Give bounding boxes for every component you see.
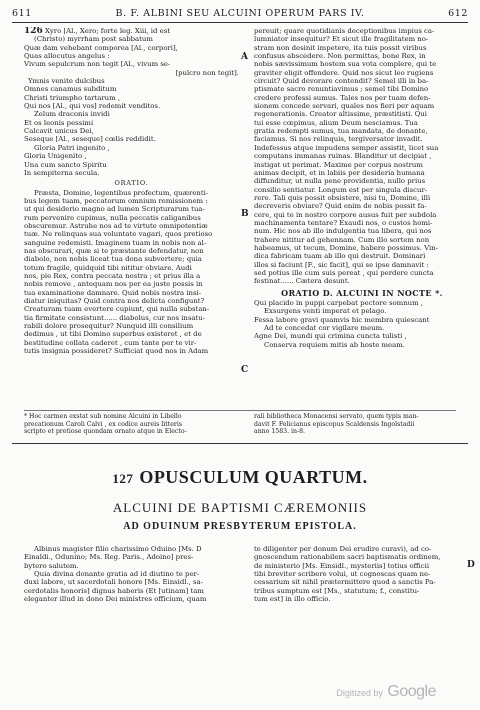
section-divider (12, 443, 468, 444)
left-line: tia firmitate consistunt...... diabolus, cur nos insatu- (24, 313, 206, 322)
right-line: faciamus. Si nos relinquis, tergiversator invadit. (254, 135, 423, 144)
opusculum-title-text: OPUSCULUM QUARTUM. (139, 467, 368, 487)
right-line: tui esse cœpimus, alium Deum nesciamus. Tua (254, 118, 418, 127)
opusculum-title (12, 467, 468, 488)
right-line: ptismate sacro renuntiavimus ; semel tibi Domino (254, 85, 429, 94)
right-line: num. Hic nos ab illo indulgentia tua libera, qui nos (254, 227, 432, 236)
epistle-line: bytero salutem. (24, 561, 79, 570)
footnote-line: anno 1583. in-8. (254, 428, 305, 436)
left-line: (Christo) myrrham post sabbatum (34, 35, 153, 44)
right-line: cere, qui te in nostro corpore ausus fuit per subdola (254, 210, 437, 219)
prayer-line: Exsurgens venti imperat et pelago. (264, 307, 387, 316)
left-line: obscuremur. Astruhe nos ad te virtute omnipotentiæ (24, 221, 208, 230)
head-rule (12, 22, 468, 23)
right-line: diffunditur, ut nulla pene providentia, nullo prius (254, 177, 426, 186)
margin-letter-b: B (241, 209, 249, 219)
left-line: tua examinatione damnare. Quid nobis nostra insi- (24, 288, 202, 297)
left-line: sanguine redemisti. Imaginem tuam in nobis non al- (24, 238, 207, 247)
right-line: gratia redempti sumus, tua mandata, de donante, (254, 127, 428, 136)
opusculum-subtitle: ALCUINI DE BAPTISMI CÆREMONIIS (112, 500, 368, 515)
footnote-right (254, 413, 470, 436)
right-line: credere professi sumus. Tales nos per tuam defen- (254, 93, 431, 102)
footnote-line: rali bibliotheca Monacensi servato, quem typis man- (254, 413, 419, 420)
oratio-d-title: ORATIO D. ALCUINI IN NOCTE *. (281, 288, 443, 297)
right-line: habeamus, ut tecum, Domine, habere possimus. Vin- (254, 243, 438, 252)
google-logo: Google (387, 683, 436, 700)
google-watermark (336, 683, 436, 701)
prayer-line: Agne Dei, mundi qui crimina cuncta tulisti , (254, 332, 407, 341)
page-number-left: 611 (12, 8, 32, 19)
left-line: tutis insignia possideret? Sufficiat quod nos in Adam (24, 347, 209, 356)
left-line: rabili dolore prosequitur? Nunquid illi consilium (24, 322, 194, 331)
epistle-line: eleganter illud in dono Dei ministres officium, quam (24, 595, 207, 604)
epistle-line: Einaldi., Odunino; Ms. Reg. Paris., Adoino] pres- (24, 553, 194, 562)
epistle-right-column (254, 545, 470, 603)
epistle-line: tum est] in illo officio. (254, 595, 331, 604)
left-line: Quæ dam vehebant comporea [Al., corpori], (24, 43, 178, 52)
left-line: Quas allocutus angelus : (24, 52, 110, 61)
right-line: animas decipit, et in labiis per desideria humana (254, 168, 425, 177)
left-line: nas obscurari, quæ si te præstante defendatur, non (24, 246, 204, 255)
right-line: sed potius ille cum suis pereat , qui perdere cuncta (254, 268, 434, 277)
opusculum-number: 127 (112, 471, 134, 486)
left-line: Gloria Patri ingenito , (34, 143, 110, 152)
right-line: confusus abscedere. Non permittas, bone Rex, in (254, 52, 426, 61)
epistle-line: tribus sumptum est [Ms., statutum; f., constitu- (254, 586, 420, 595)
right-line: regenerationis. Creator altissime, præstitisti. Qui (254, 110, 428, 119)
left-line: Ymnis venite dulcibus (28, 77, 105, 86)
footnote-line: davit F. Felicianus episcopus Scaldensis Ingolstadii (254, 420, 415, 428)
footnote-line: scripto et pretiose quondam ornato atque in Electo- (24, 428, 187, 436)
epistle-line: de ministerio [Ms. Einsidl., mysteriis] totius officii (254, 561, 430, 570)
left-line: [pulcro non tegit]. (175, 68, 239, 77)
left-line: Christi triumpho tartarum , (24, 93, 121, 102)
epistle-line: duxi labore, ut sacerdotali honore [Ms. Einsidl., sa- (24, 578, 204, 587)
epistle-line: cerdotalis honoris] dignus haberis (Et [utinam] tam (24, 586, 204, 595)
left-line: nobis remove , antequam nos per ea juste possis in (24, 280, 203, 289)
right-line: decreveris obviare? Quid enim de nobis possit fa- (254, 202, 427, 211)
left-line: Vivum sepulcrum non tegit [Al., vivum se- (24, 60, 171, 69)
epistle-left-column (24, 545, 239, 603)
watermark-prefix: Digitized by (336, 688, 383, 698)
left-line: Zelum draconis invidi (34, 110, 110, 119)
left-line: Præsta, Domine, legentibus profectum, quærenti- (34, 188, 209, 197)
right-line: Indefessus atque impudens semper assistit, licet sua (254, 143, 439, 152)
left-line: ut qui desiderio magno ad lumen Scripturarum tua- (24, 205, 205, 214)
epistle-line: tibi breviter scribere volui, ut cognoscas quam ne- (254, 570, 431, 579)
right-line: computans immanas ruinas. Blanditur ut decipiat , (254, 152, 432, 161)
footnote-line: precationum Caroli Calvi , ex codice aureis litteris (24, 420, 182, 428)
left-line: dedimus , ut tibi Domino superbus existeret , et de (24, 330, 202, 339)
right-line: machinamenta tentare? Exaudi nos, o custos homi- (254, 218, 433, 227)
margin-letter-a: A (241, 52, 248, 62)
prayer-line: Ad te concedat cor vigilare meum. (264, 324, 385, 333)
left-line: bus legem tuam, peccatorum omnium remissionem : (24, 196, 208, 205)
left-line: Omnes canamus subditum (24, 85, 117, 94)
right-line: nobis sævissimum hostem sua vota complere, qui te (254, 60, 437, 69)
left-line: Creaturam tuam evertere cupiunt, qui nulla substan- (24, 305, 210, 314)
left-line: Seseque [Al., seseque] cœlis reddidit. (24, 135, 156, 144)
prayer-line: Qui placido in puppi carpebat pectore somnum , (254, 299, 423, 307)
right-line: consilio sentiatur. Longum est per singula discur- (254, 185, 428, 194)
left-line: Et os leonis pessimi (24, 118, 94, 127)
left-line: tuæ. Ne relinquas sua voluntate vagari, quos pretioso (24, 230, 213, 239)
right-line: lumniator insequitur? Et sicut ille fragilitatem no- (254, 35, 429, 44)
prayer-line: Conserva requiem mitis ab hoste meam. (264, 340, 405, 349)
left-column (24, 27, 239, 355)
prayer-line: Fessa labore gravi quamvis hic membra quiescant (254, 315, 430, 324)
right-line: instigat ut perimat. Maxime per corpus nostrum (254, 160, 423, 169)
margin-letter-d: D (467, 560, 475, 570)
right-line: sionem concede servari, quales nos fieri per aquam (254, 102, 435, 111)
right-column (254, 27, 470, 349)
running-title: B. F. ALBINI SEU ALCUINI OPERUM PARS IV. (115, 8, 365, 19)
left-line: nos, pie Rex, contra peccata nostra ; et prius illa a (24, 271, 201, 280)
margin-letter-c: C (241, 365, 249, 375)
left-line: diatur iniquitas? Quid contra nos delicta configunt? (24, 297, 205, 305)
right-line: circuit? Quid devorare contendit? Semel illi in ba- (254, 77, 429, 86)
epistle-line: cessarium sit nihil prætermittere quod a sanctis Pa- (254, 578, 436, 587)
left-line: Qui nos [Al., qui vos] redemit venditos. (24, 102, 161, 111)
left-line: 126 Xyro [Al., Xero; forte leg. Xiii, id est (24, 27, 170, 36)
right-line: stram non desinit impetere, ita tuis possit viribus (254, 43, 427, 52)
opusculum-subtitle-2: AD ODUINUM PRESBYTERUM EPISTOLA. (123, 521, 357, 532)
left-line: rum pervenire cupimus, nulla peccatis caliganibus (24, 213, 201, 222)
right-line: illos si faciunt [F., sic facit], qui se ipse damnavit : (254, 260, 429, 269)
right-line: trahere nititur ad gehennam. Cum illo sortem non (254, 235, 430, 244)
left-line: Calcavit unicus Dei, (24, 127, 94, 136)
left-line: Una cum sancto Spiritu (24, 160, 107, 169)
right-line: graviter eligit offendere. Quid nos sicut leo rugiens (254, 68, 434, 77)
section-number: 126 (24, 27, 43, 36)
page-number-right: 612 (448, 8, 468, 19)
left-line: diabolo, non nobis liceat tua dona subvertere; quia (24, 255, 202, 264)
footnote-line: * Hoc carmen exstat sub nomine Alcuini in Libello (24, 413, 182, 420)
running-head (12, 8, 468, 22)
footnote-rule (24, 410, 456, 411)
left-line: Gloria Unigenito , (24, 152, 87, 161)
right-line: dica fabricam tuam ab illo qui destruit. Dominari (254, 252, 426, 261)
footnote-left (24, 413, 239, 436)
right-line: pereuit; quare quotidianis deceptionibus impius ca- (254, 27, 435, 35)
epistle-line: te diligenter per donum Dei erudire curavi), ad co- (254, 545, 432, 553)
left-line: totum fragile, quidquid tibi nititur obviare. Audi (24, 263, 192, 272)
left-line: In sempiterna secula. (24, 168, 100, 177)
left-line: bestitudine collata caderet , cum tante per te vir- (24, 338, 197, 347)
oratio-heading: ORATIO. (114, 179, 149, 188)
epistle-line: gnoscendum rationabilem sacri baptismatis ordinem, (254, 553, 441, 562)
right-line: rere. Tali quis possit obsistere, nisi tu, Domine, illi (254, 193, 431, 202)
epistle-line: Albinus magister filio charissimo Oduino [Ms. D (34, 545, 202, 553)
right-line: festinat...... Cætera desunt. (254, 277, 350, 286)
epistle-line: Quia divina donante gratia ad id diutino te per- (34, 570, 200, 579)
